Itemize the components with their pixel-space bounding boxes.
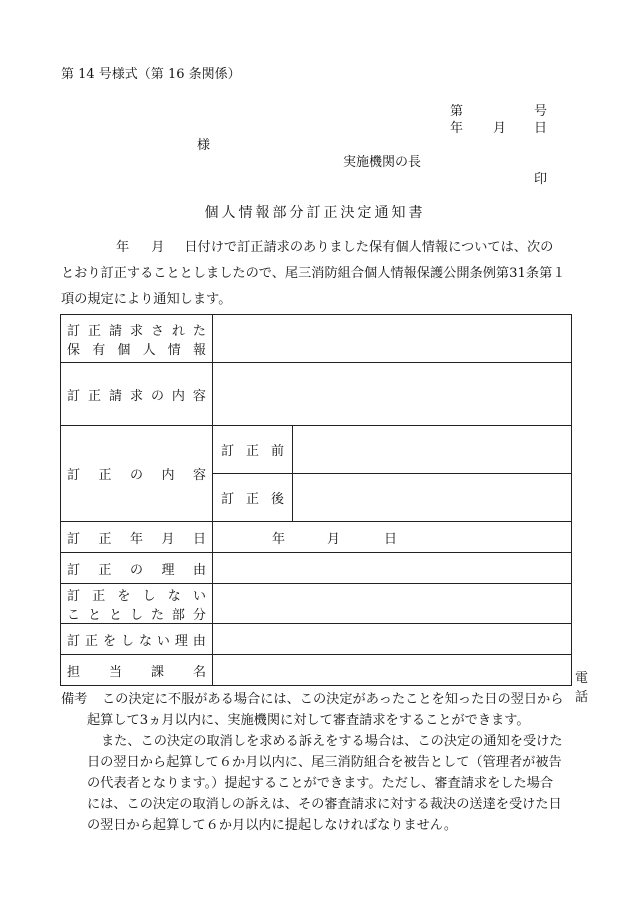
value-correction-reason[interactable] (213, 553, 572, 584)
label-requested-info-line-2: 保 有 個 人 情 報 (67, 342, 206, 358)
notes-p2-line-4: には、この決定の取消しの訴えは、その審査請求に対する裁決の送達を受けた日 (87, 797, 562, 812)
addressee-suffix: 様 (197, 138, 211, 153)
label-requested-info-line-1: 訂 正 請 求 さ れ た (67, 323, 206, 339)
table-row (61, 363, 572, 426)
label-correction-date-text: 訂 正 年 月 日 (67, 531, 206, 547)
label-uncorrected-part-line-1: 訂 正 を し な い (67, 588, 206, 604)
label-requested-info (61, 315, 213, 363)
table-row (61, 426, 572, 474)
form-number: 第 14 号様式（第 16 条関係） (61, 67, 241, 82)
date-year: 年 (450, 121, 464, 136)
document-number-prefix: 第 (450, 104, 464, 119)
table-row (61, 584, 572, 624)
table-row (61, 522, 572, 553)
table-row (61, 655, 572, 686)
label-correction-date (61, 522, 213, 553)
intro-line-1-rest: 日付けで訂正請求のありました保有個人情報については、次の (184, 240, 554, 255)
label-before-correction (213, 426, 293, 474)
date-month: 月 (493, 121, 507, 136)
intro-year: 年 (116, 240, 130, 255)
date-day: 日 (534, 121, 548, 136)
notes-p1-line-1: この決定に不服がある場合には、この決定があったことを知った日の翌日から (102, 692, 564, 707)
intro-line-1 (61, 240, 553, 256)
label-request-content (61, 363, 213, 426)
label-before-correction-text: 訂 正 前 (221, 444, 284, 459)
label-correction-reason (61, 553, 213, 584)
label-no-correction-reason-text: 訂 正 を し な い 理 由 (67, 633, 206, 649)
value-no-correction-reason[interactable] (213, 624, 572, 655)
page-title: 個人情報部分訂正決定通知書 (204, 205, 426, 221)
notes-p1-line-2: 起算して3ヵ月以内に、実施機関に対して審査請求をすることができます。 (87, 713, 530, 728)
label-section-in-charge (61, 655, 213, 686)
correction-date-day: 日 (384, 531, 398, 547)
label-request-content-text: 訂 正 請 求 の 内 容 (67, 388, 206, 404)
label-after-correction-text: 訂 正 後 (221, 492, 284, 507)
document-number-suffix: 号 (534, 104, 548, 119)
label-uncorrected-part-line-2: こ と と し た 部 分 (67, 607, 206, 623)
intro-month: 月 (151, 240, 165, 255)
table-row (61, 553, 572, 584)
label-uncorrected-part (61, 584, 213, 624)
label-no-correction-reason (61, 624, 213, 655)
notes-p2-line-1: また、この決定の取消しを求める訴えをする場合は、この決定の通知を受けた (101, 734, 563, 749)
label-correction-content-text: 訂 正 の 内 容 (67, 468, 206, 483)
table-row (61, 624, 572, 655)
value-correction-date[interactable] (213, 522, 572, 553)
value-request-content[interactable] (213, 363, 572, 426)
correction-date-fields (213, 528, 571, 547)
table-row (61, 315, 572, 363)
value-after-correction[interactable] (293, 474, 572, 522)
notes-label: 備考 (61, 692, 88, 707)
phone-label: 電話 (575, 671, 589, 705)
notes-p2-line-5: の翌日から起算して６か月以内に提起しなければなりません。 (87, 818, 458, 833)
intro-line-3: 項の規定により通知します。 (61, 292, 232, 307)
notes-p2-line-3: の代表者となります。）提起することができます。ただし、審査請求をした場合 (87, 776, 554, 791)
label-correction-content (61, 426, 213, 522)
label-after-correction (213, 474, 293, 522)
correction-date-year: 年 (272, 531, 286, 547)
seal-mark: 印 (534, 172, 548, 187)
notes-p2-line-2: 日の翌日から起算して６か月以内に、尾三消防組合を被告として（管理者が被告 (87, 755, 562, 770)
correction-date-month: 月 (327, 531, 341, 547)
label-section-in-charge-text: 担 当 課 名 (67, 664, 206, 680)
value-before-correction[interactable] (293, 426, 572, 474)
value-uncorrected-part[interactable] (213, 584, 572, 624)
intro-line-2: とおり訂正することとしましたので、尾三消防組合個人情報保護公開条例第31条第１ (61, 266, 566, 281)
sender: 実施機関の長 (343, 155, 422, 170)
label-correction-reason-text: 訂 正 の 理 由 (67, 562, 206, 578)
value-requested-info[interactable] (213, 315, 572, 363)
